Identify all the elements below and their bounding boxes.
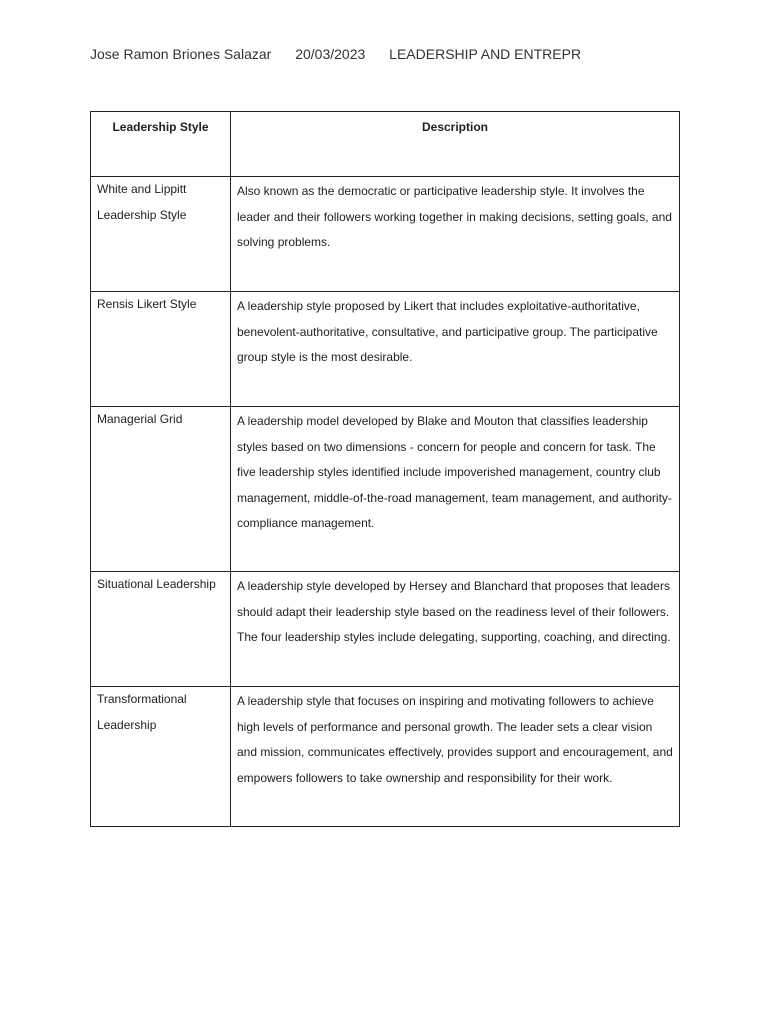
style-description-cell: Also known as the democratic or participative leadership style. It involves the leader and their followers working together in making decisions, setting goals, and solving problems.: [231, 177, 680, 292]
table-row: [91, 407, 680, 572]
style-description-cell: A leadership style that focuses on inspiring and motivating followers to achieve high levels of performance and personal growth. The leader sets a clear vision and mission, communicates effectively, provides support and encouragement, and empowers followers to take ownership and responsibility for their work.: [231, 687, 680, 827]
table-row: [91, 572, 680, 687]
table-header-row: [91, 112, 680, 177]
style-name-cell: Rensis Likert Style: [91, 292, 231, 407]
table-row: [91, 292, 680, 407]
document-date: 20/03/2023: [295, 46, 366, 62]
style-name-cell: Transformational Leadership: [91, 687, 231, 827]
course-title: LEADERSHIP AND ENTREPR: [389, 46, 582, 62]
style-name-cell: Managerial Grid: [91, 407, 231, 572]
style-name-cell: White and Lippitt Leadership Style: [91, 177, 231, 292]
page-header: [90, 46, 581, 62]
style-name-cell: Situational Leadership: [91, 572, 231, 687]
table-row: [91, 177, 680, 292]
author-name: Jose Ramon Briones Salazar: [90, 46, 272, 62]
column-header-style: Leadership Style: [91, 112, 231, 177]
table-row: [91, 687, 680, 827]
style-description-cell: A leadership style proposed by Likert that includes exploitative-authoritative, benevolent-authoritative, consultative, and participative group. The participative group style is the most desirable.: [231, 292, 680, 407]
style-description-cell: A leadership style developed by Hersey and Blanchard that proposes that leaders should adapt their leadership style based on the readiness level of their followers. The four leadership styles include delegating, supporting, coaching, and directing.: [231, 572, 680, 687]
leadership-styles-table: [90, 111, 680, 827]
style-description-cell: A leadership model developed by Blake and Mouton that classifies leadership styles based on two dimensions - concern for people and concern for task. The five leadership styles identified include impoverished management, country club management, middle-of-the-road management, team management, and authority-compliance management.: [231, 407, 680, 572]
column-header-description: Description: [231, 112, 680, 177]
